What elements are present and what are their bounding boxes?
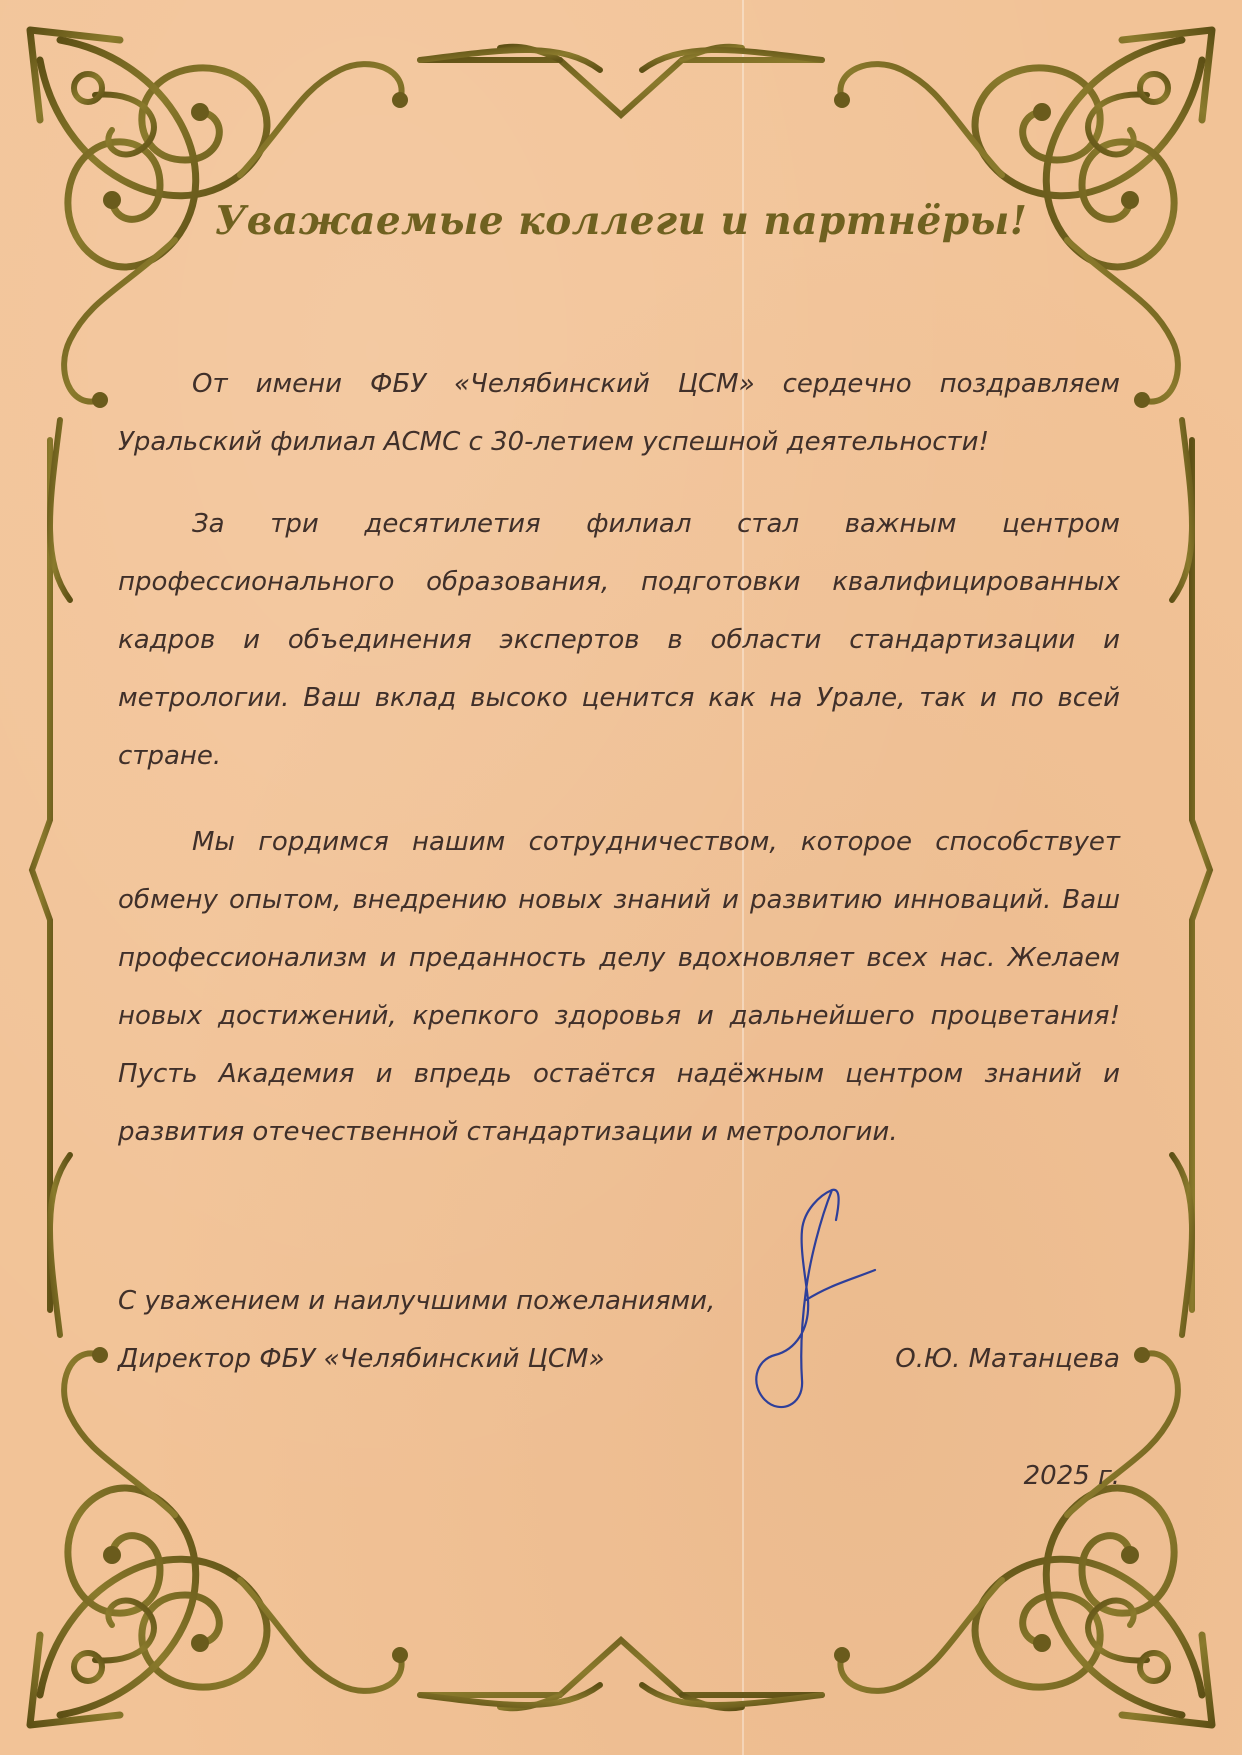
signature-icon xyxy=(740,1180,900,1420)
closing-line: С уважением и наилучшими пожеланиями, xyxy=(118,1286,716,1316)
letter-year: 2025 г. xyxy=(1023,1461,1120,1491)
signer-name: О.Ю. Матанцева xyxy=(895,1344,1120,1374)
paragraph-achievements: За три десятилетия филиал стал важным центром профессионального образования, подготовки квалифицированных кадров и объединения экспертов в области стандартизации и метрологии. Ваш вклад высоко ценится как на Урале, так и по всей стране. xyxy=(118,509,1120,771)
paragraph-wishes: Мы гордимся нашим сотрудничеством, которое способствует обмену опытом, внедрению новых знаний и развитию инноваций. Ваш профессионализм и преданность делу вдохновляет всех нас. Желаем новых достижений, крепкого здоровья и дальнейшего процветания! Пусть Академия и впредь остаётся надёжным центром знаний и развития отечественной стандартизации и метрологии. xyxy=(118,827,1120,1147)
signer-title: Директор ФБУ «Челябинский ЦСМ» xyxy=(118,1344,605,1374)
paragraph-greeting: От имени ФБУ «Челябинский ЦСМ» сердечно поздравляем Уральский филиал АСМС с 30-летием успешной деятельности! xyxy=(118,369,1120,457)
letter-title: Уважаемые коллеги и партнёры! xyxy=(214,198,1028,244)
